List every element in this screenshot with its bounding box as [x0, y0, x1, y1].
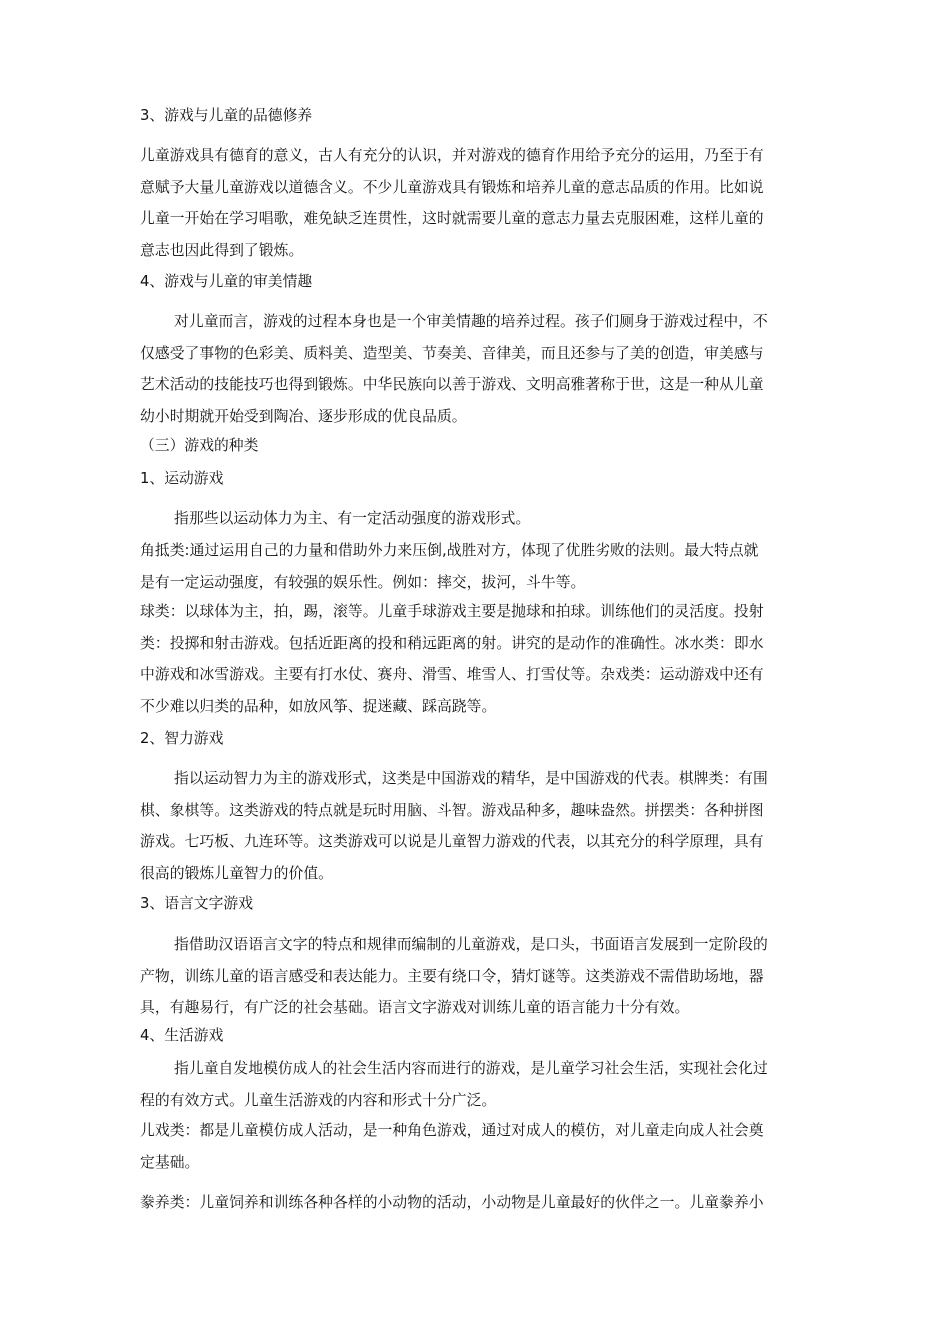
paragraph-wrestling	[140, 535, 812, 598]
text-line: 意志也因此得到了锻炼。	[140, 241, 304, 259]
heading-sports-games: 1、运动游戏	[140, 470, 224, 487]
text-line: 艺术活动的技能技巧也得到锻炼。中华民族向以善于游戏、文明高雅著称于世，这是一种从儿童	[140, 376, 764, 393]
text-line: 儿童游戏具有德育的意义，古人有充分的认识，并对游戏的德育作用给予充分的运用，乃至于有	[140, 147, 764, 164]
text-line: 很高的锻炼儿童智力的价值。	[140, 864, 334, 882]
text-line: 豢养类：儿童饲养和训练各种各样的小动物的活动，小动物是儿童最好的伙伴之一。儿童豢养小	[140, 1194, 764, 1211]
text-line: 指以运动智力为主的游戏形式，这类是中国游戏的精华，是中国游戏的代表。棋牌类：有围	[174, 770, 768, 787]
text-line: 游戏。七巧板、九连环等。这类游戏可以说是儿童智力游戏的代表，以其充分的科学原理，具有	[140, 833, 764, 850]
heading-moral: 3、游戏与儿童的品德修养	[140, 107, 313, 124]
heading-game-types: （三）游戏的种类	[140, 437, 259, 454]
paragraph-sports	[140, 503, 812, 535]
text-line: 程的有效方式。儿童生活游戏的内容和形式十分广泛。	[140, 1091, 497, 1109]
paragraph-intel	[140, 763, 812, 889]
text-line: 类：投掷和射击游戏。包括近距离的投和稍远距离的射。讲究的是动作的准确性。冰水类：即水	[140, 634, 764, 652]
text-line: 定基础。	[140, 1153, 200, 1171]
paragraph-raising	[140, 1187, 812, 1219]
text-line: 仅感受了事物的色彩美、质料美、造型美、节奏美、音律美，而且还参与了美的创造，审美感与	[140, 344, 764, 362]
text-line: 儿戏类：都是儿童模仿成人活动，是一种角色游戏，通过对成人的模仿，对儿童走向成人社会奠	[140, 1122, 764, 1139]
text-line: 中游戏和冰雪游戏。主要有打水仗、赛舟、滑雪、堆雪人、打雪仗等。杂戏类：运动游戏中还有	[140, 666, 764, 683]
paragraph-language	[140, 929, 812, 1024]
paragraph-moral	[140, 140, 812, 266]
heading-aesthetic: 4、游戏与儿童的审美情趣	[140, 273, 313, 290]
heading-intel-games: 2、智力游戏	[140, 730, 224, 747]
text-line: 角抵类:通过运用自己的力量和借助外力来压倒,战胜对方，体现了优胜劣败的法则。最大特点就	[140, 542, 759, 559]
paragraph-aesthetic	[140, 306, 812, 432]
text-line: 幼小时期就开始受到陶冶、逐步形成的优良品质。	[140, 407, 467, 425]
paragraph-life	[140, 1053, 812, 1116]
text-line: 球类：以球体为主，拍，踢，滚等。儿童手球游戏主要是抛球和拍球。训练他们的灵活度。投射	[140, 603, 764, 620]
paragraph-ball	[140, 596, 812, 722]
heading-language-games: 3、语言文字游戏	[140, 895, 253, 912]
text-line: 指儿童自发地模仿成人的社会生活内容而进行的游戏，是儿童学习社会生活，实现社会化过	[174, 1060, 768, 1077]
text-line: 儿童一开始在学习唱歌，难免缺乏连贯性，这时就需要儿童的意志力量去克服困难，这样儿童的	[140, 210, 764, 227]
text-line: 对儿童而言，游戏的过程本身也是一个审美情趣的培养过程。孩子们厕身于游戏过程中，不	[174, 313, 768, 330]
text-line: 不少难以归类的品种，如放风筝、捉迷藏、踩高跷等。	[140, 697, 497, 715]
text-line: 具，有趣易行，有广泛的社会基础。语言文字游戏对训练儿童的语言能力十分有效。	[140, 999, 690, 1016]
text-line: 指借助汉语语言文字的特点和规律而编制的儿童游戏，是口头，书面语言发展到一定阶段的	[174, 936, 768, 953]
text-line: 意赋予大量儿童游戏以道德含义。不少儿童游戏具有锻炼和培养儿童的意志品质的作用。比如说	[140, 178, 764, 196]
text-line: 产物，训练儿童的语言感受和表达能力。主要有绕口令，猜灯谜等。这类游戏不需借助场地，器	[140, 967, 764, 985]
heading-life-games: 4、生活游戏	[140, 1027, 224, 1044]
paragraph-role-play	[140, 1115, 812, 1178]
text-line: 指那些以运动体力为主、有一定活动强度的游戏形式。	[174, 510, 531, 527]
text-line: 是有一定运动强度，有较强的娱乐性。例如：摔交，拔河，斗牛等。	[140, 573, 586, 591]
text-line: 棋、象棋等。这类游戏的特点就是玩时用脑、斗智。游戏品种多，趣味盎然。拼摆类：各种拼图	[140, 801, 764, 819]
